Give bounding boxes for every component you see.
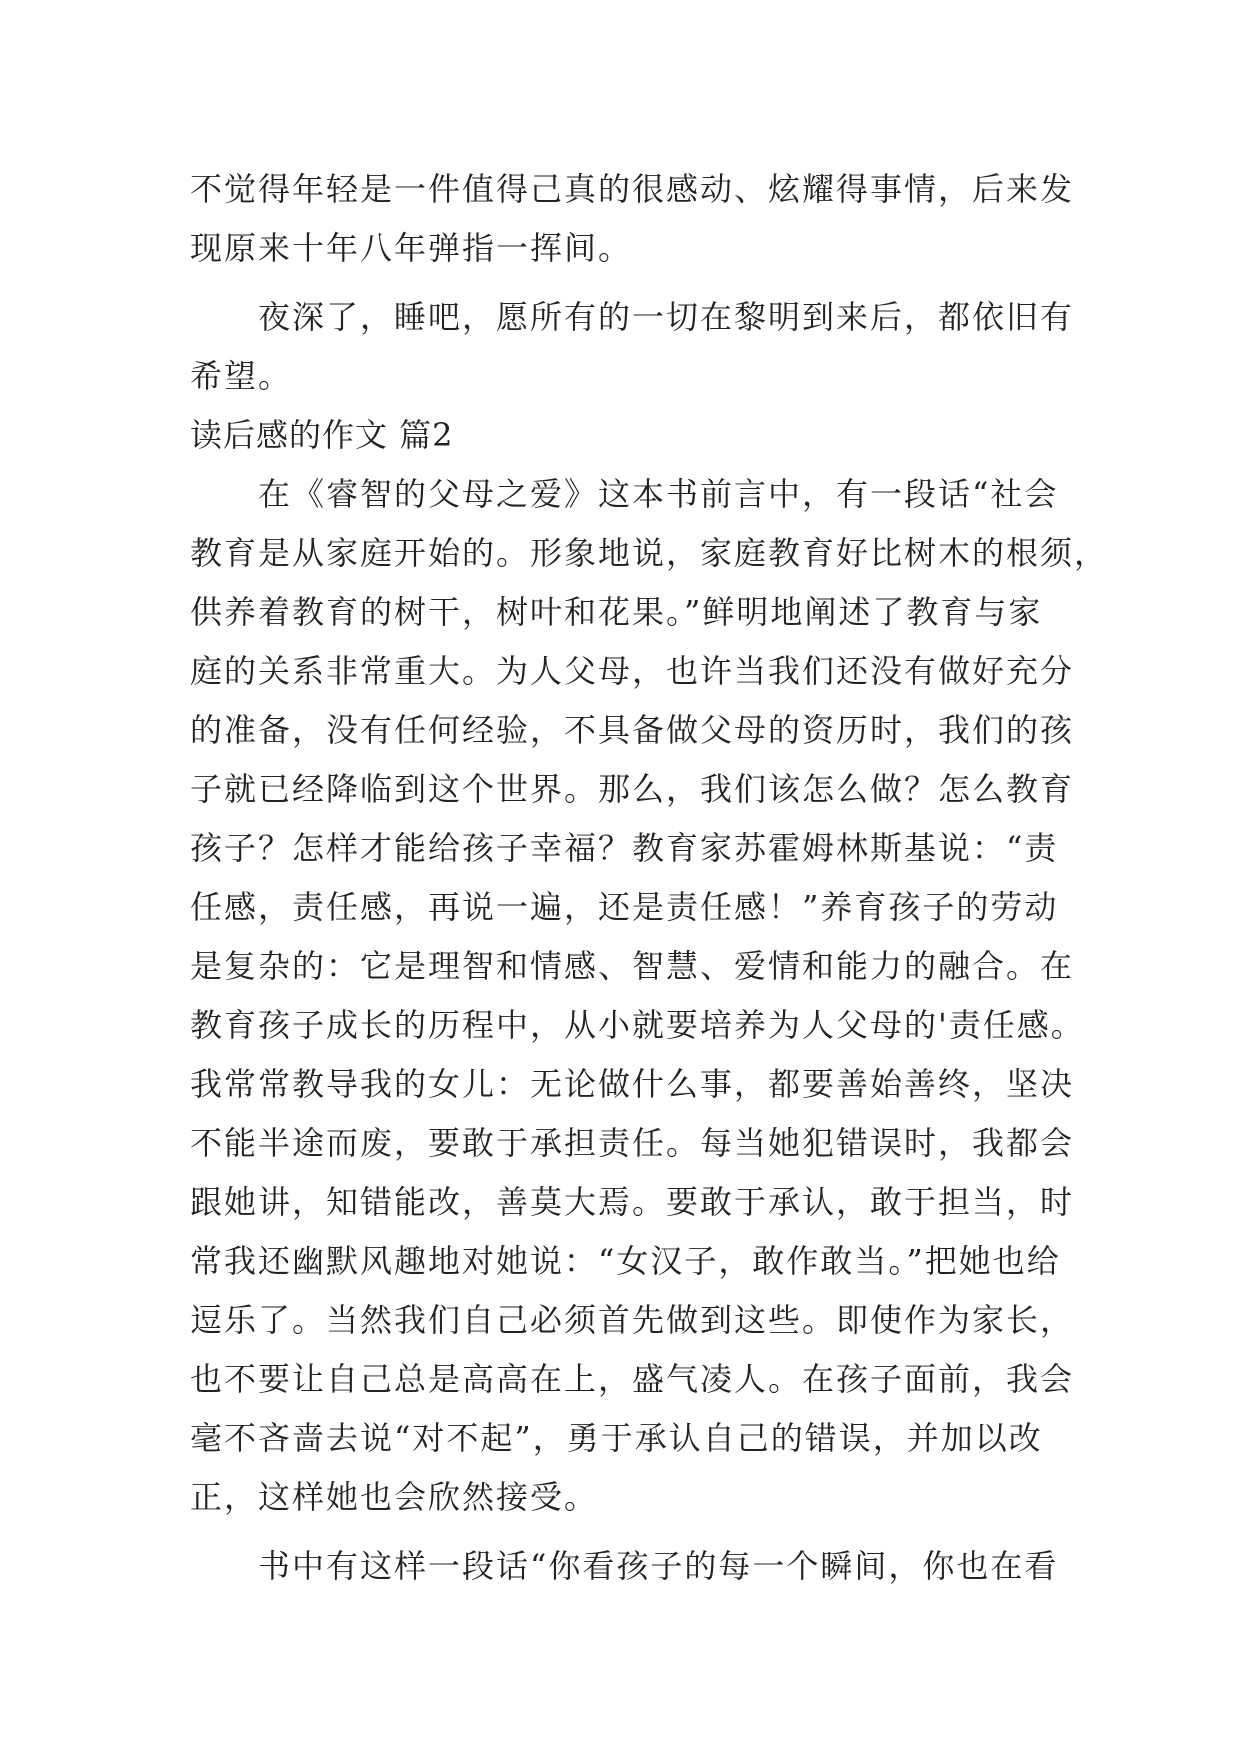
text-line: 是复杂的：它是理智和情感、智慧、爱情和能力的融合。在 <box>190 947 1075 985</box>
text-line: 希望。 <box>190 357 293 395</box>
section-heading: 读后感的作文 篇2 <box>190 416 454 454</box>
text-line: 教育孩子成长的历程中，从小就要培养为人父母的'责任感。 <box>190 1006 1085 1044</box>
text-line: 子就已经降临到这个世界。那么，我们该怎么做？怎么教育 <box>190 770 1075 808</box>
text-line: 不觉得年轻是一件值得己真的很感动、炫耀得事情，后来发 <box>190 170 1075 208</box>
text-line: 我常常教导我的女儿：无论做什么事，都要善始善终，坚决 <box>190 1065 1075 1103</box>
text-line: 书中有这样一段话“你看孩子的每一个瞬间，你也在看 <box>258 1547 1059 1585</box>
text-line: 在《睿智的父母之爱》这本书前言中，有一段话“社会 <box>258 475 1059 513</box>
text-line: 跟她讲，知错能改，善莫大焉。要敢于承认，敢于担当，时 <box>190 1183 1075 1221</box>
paragraph-1 <box>190 160 1080 278</box>
paragraph-3 <box>190 465 1109 1527</box>
text-line: 供养着教育的树干，树叶和花果。”鲜明地阐述了教育与家 <box>190 593 1043 631</box>
text-line: 庭的关系非常重大。为人父母，也许当我们还没有做好充分 <box>190 652 1075 690</box>
paragraph-4 <box>190 1537 1080 1596</box>
text-line: 教育是从家庭开始的。形象地说，家庭教育好比树木的根须， <box>190 534 1109 572</box>
text-line: 的准备，没有任何经验，不具备做父母的资历时，我们的孩 <box>190 711 1075 749</box>
text-line: 常我还幽默风趣地对她说：“女汉子，敢作敢当。”把她也给 <box>190 1242 1061 1280</box>
text-line: 孩子？怎样才能给孩子幸福？教育家苏霍姆林斯基说：“责 <box>190 829 1059 867</box>
text-line: 正，这样她也会欣然接受。 <box>190 1478 599 1516</box>
document-body <box>190 160 1109 1596</box>
text-line: 任感，责任感，再说一遍，还是责任感！”养育孩子的劳动 <box>190 888 1059 926</box>
text-line: 毫不吝啬去说“对不起”，勇于承认自己的错误，并加以改 <box>190 1419 1043 1457</box>
paragraph-2 <box>190 288 1080 406</box>
text-line: 现原来十年八年弹指一挥间。 <box>190 229 633 267</box>
text-line: 也不要让自己总是高高在上，盛气凌人。在孩子面前，我会 <box>190 1360 1075 1398</box>
text-line: 夜深了，睡吧，愿所有的一切在黎明到来后，都依旧有 <box>258 298 1075 336</box>
text-line: 逗乐了。当然我们自己必须首先做到这些。即使作为家长， <box>190 1301 1075 1339</box>
text-line: 不能半途而废，要敢于承担责任。每当她犯错误时，我都会 <box>190 1124 1075 1162</box>
